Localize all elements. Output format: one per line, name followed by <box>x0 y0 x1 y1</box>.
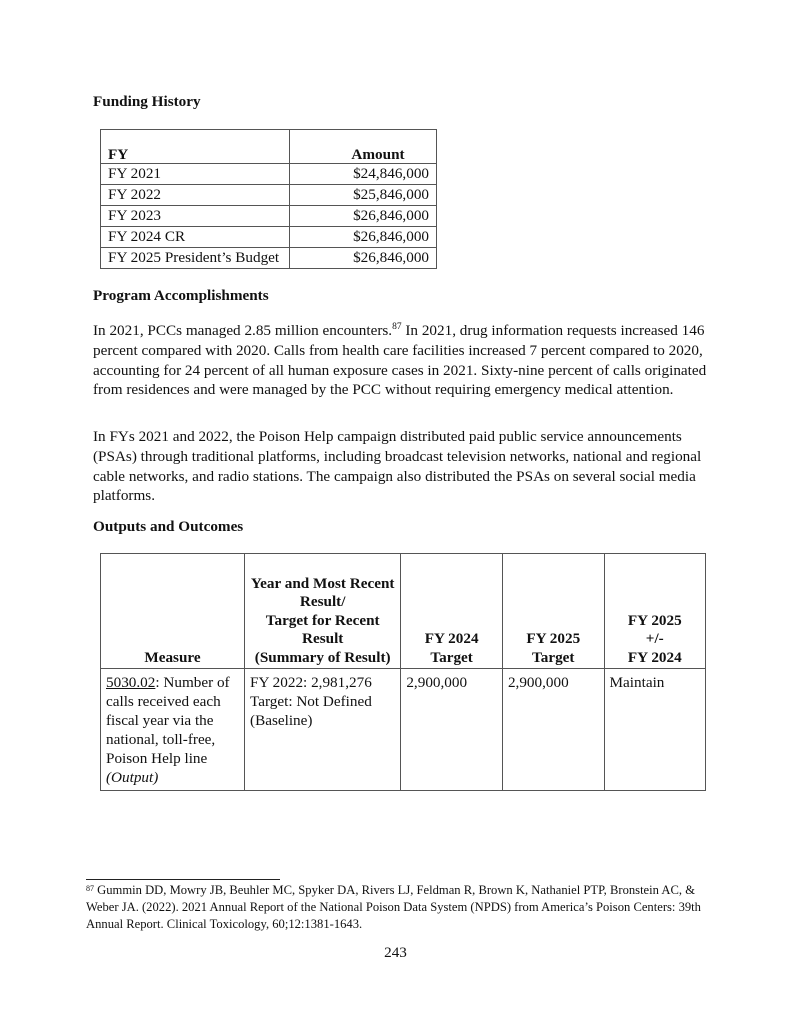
outputs-outcomes-table <box>100 553 706 791</box>
table-header-row <box>101 554 706 669</box>
header-text: Target for Recent <box>265 611 380 629</box>
table-row <box>101 669 706 791</box>
amount-cell: $26,846,000 <box>290 206 437 227</box>
fy-cell: FY 2021 <box>101 164 290 185</box>
table-row <box>101 248 437 269</box>
amount-cell: $25,846,000 <box>290 185 437 206</box>
column-header-fy: FY <box>101 130 290 164</box>
funding-history-table <box>100 129 437 269</box>
amount-cell: $24,846,000 <box>290 164 437 185</box>
footnote-87 <box>86 882 716 933</box>
header-text: FY 2024 <box>627 648 682 666</box>
paragraph-text: In 2021, PCCs managed 2.85 million encounters. <box>93 322 393 339</box>
table-row <box>101 164 437 185</box>
header-text: FY 2024 <box>424 630 479 647</box>
accomplishments-paragraph-1 <box>93 321 713 400</box>
recent-target-text: Target: Not Defined <box>250 693 372 710</box>
fy-cell: FY 2023 <box>101 206 290 227</box>
column-header-fy2025-target <box>502 554 604 669</box>
recent-result-text: FY 2022: 2,981,276 <box>250 674 372 691</box>
amount-cell: $26,846,000 <box>290 248 437 269</box>
header-text: FY 2025 <box>627 611 682 629</box>
fy-cell: FY 2025 President’s Budget <box>101 248 290 269</box>
header-text: +/- <box>645 630 664 647</box>
funding-history-heading: Funding History <box>93 93 201 110</box>
fy2024-target-cell: 2,900,000 <box>401 669 503 791</box>
table-row <box>101 185 437 206</box>
fy2025-target-cell: 2,900,000 <box>502 669 604 791</box>
recent-summary-text: (Baseline) <box>250 712 313 729</box>
table-row <box>101 206 437 227</box>
footnote-text: Gummin DD, Mowry JB, Beuhler MC, Spyker DA, Rivers LJ, Feldman R, Brown K, Nathaniel PTP, Bronstein AC, & Weber JA. (2022). 2021 Annual Report of the National Poison Data System (NPDS) from America’s Poison Centers: 39th Annual Report. Clinical Toxicology, 60;12:1381-1643. <box>86 883 701 931</box>
header-text: Result <box>302 630 344 647</box>
header-text: Target <box>532 648 575 666</box>
page-number: 243 <box>384 944 407 961</box>
header-text: FY 2025 <box>526 630 581 647</box>
header-text: Result/ <box>299 593 346 610</box>
column-header-amount: Amount <box>290 130 437 164</box>
column-header-fy2024-target <box>401 554 503 669</box>
footnote-reference[interactable]: 87 <box>392 322 402 332</box>
fy-difference-cell: Maintain <box>604 669 705 791</box>
header-text: Measure <box>144 648 201 666</box>
measure-id-link[interactable]: 5030.02 <box>106 674 156 691</box>
table-header-row <box>101 130 437 164</box>
fy-cell: FY 2024 CR <box>101 227 290 248</box>
program-accomplishments-heading: Program Accomplishments <box>93 287 269 304</box>
amount-cell: $26,846,000 <box>290 227 437 248</box>
paragraph-text: In 2021, drug information requests increased 146 percent compared with 2020. Calls from health care facilities increased 7 percent compared to 2020, accounting for 24 percent of all human exposure cases in 2021. Sixty-nine percent of calls originated from residences and were managed by the PCC without requiring emergency medical attention. <box>93 322 707 399</box>
outputs-outcomes-heading: Outputs and Outcomes <box>93 518 244 535</box>
column-header-recent-result <box>245 554 401 669</box>
measure-description: : Number of calls received each fiscal year via the national, toll-free, Poison Help line <box>106 674 230 767</box>
header-text: Year and Most Recent <box>250 574 395 592</box>
table-row <box>101 227 437 248</box>
footnote-number: 87 <box>86 884 94 893</box>
recent-result-cell <box>245 669 401 791</box>
accomplishments-paragraph-2: In FYs 2021 and 2022, the Poison Help campaign distributed paid public service announcements (PSAs) through traditional platforms, including broadcast television networks, national and regional cable networks, and radio stations. The campaign also distributed the PSAs on several social media platforms. <box>93 428 702 505</box>
column-header-fy-difference <box>604 554 705 669</box>
header-text: (Summary of Result) <box>254 648 391 666</box>
measure-type: (Output) <box>106 769 159 786</box>
measure-cell <box>101 669 245 791</box>
fy-cell: FY 2022 <box>101 185 290 206</box>
header-text: Target <box>430 648 473 666</box>
footnote-divider <box>86 879 280 880</box>
column-header-measure <box>101 554 245 669</box>
